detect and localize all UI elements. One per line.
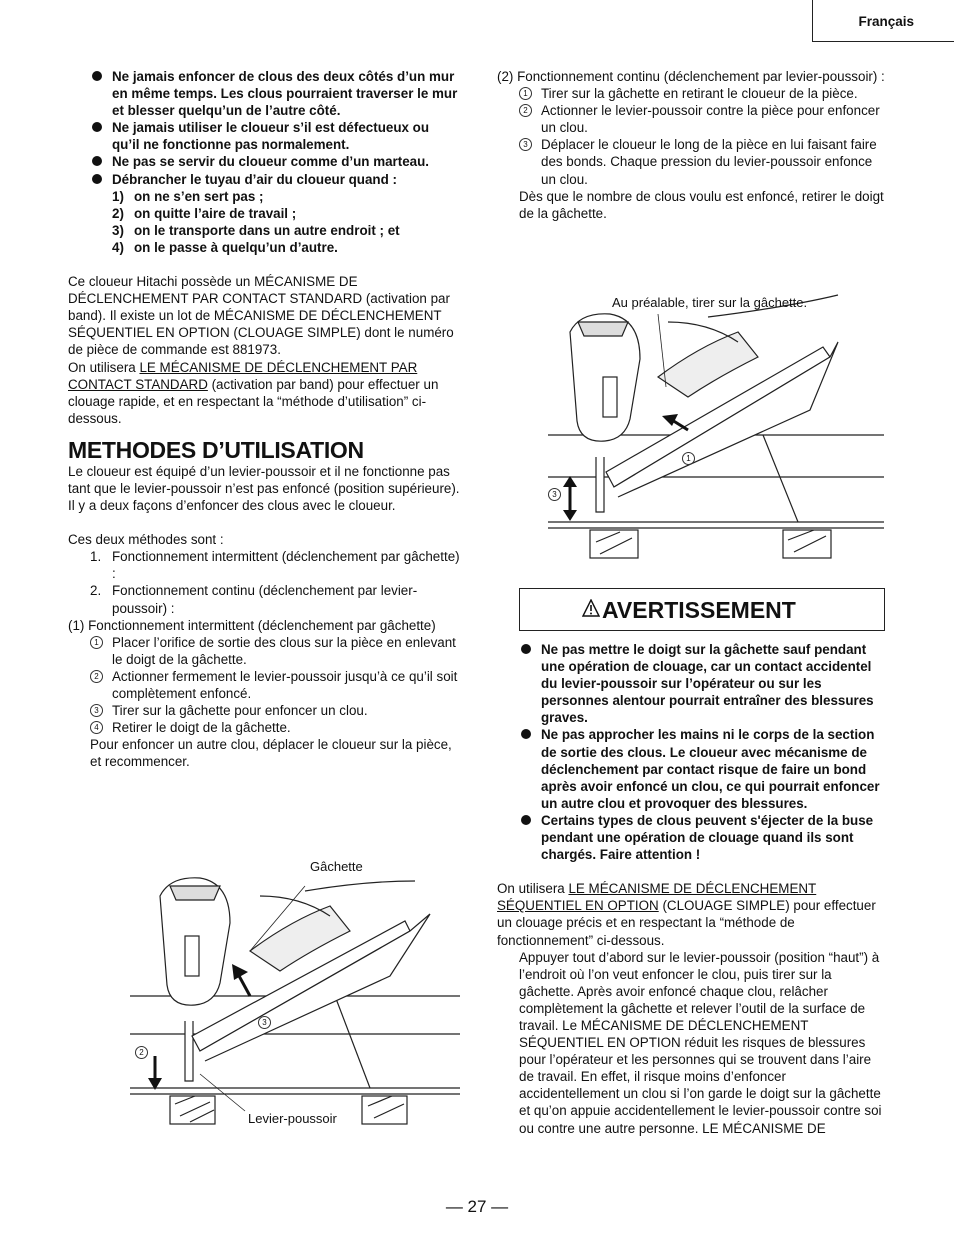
circled-number-icon: 2	[90, 670, 103, 683]
methods-paragraph: Il y a deux façons d’enfoncer des clous avec le cloueur.	[68, 498, 396, 514]
methods-list-item: 1. Fonctionnement intermittent (déclenchement par gâchette) :	[90, 549, 460, 582]
step-item: 1 Tirer sur la gâchette en retirant le cloueur de la pièce.	[519, 85, 889, 102]
circled-number-icon: 3	[519, 138, 532, 151]
page-number: — 27 —	[445, 1197, 509, 1216]
intermittent-note: Pour enfoncer un autre clou, déplacer le cloueur sur la pièce, et recommencer.	[90, 737, 452, 770]
nailer-figure-intermittent	[130, 856, 460, 1131]
section-heading: METHODES D’UTILISATION	[68, 436, 364, 463]
step-item: 3 Tirer sur la gâchette pour enfoncer un clou.	[90, 702, 460, 719]
continuous-note: Dès que le nombre de clous voulu est enfoncé, retirer le doigt de la gâchette.	[519, 188, 884, 221]
sublist-item: 2) on quitte l’aire de travail ;	[112, 205, 297, 221]
warning-title: AVERTISSEMENT	[602, 597, 796, 623]
step-item: 3 Déplacer le cloueur le long de la pièce en lui faisant faire des bonds. Chaque pression du levier-poussoir enfonce un clou.	[519, 136, 889, 187]
circled-number-icon: 4	[90, 721, 103, 734]
step-item: 2 Actionner fermement le levier-poussoir jusqu’à ce qu’il soit complètement enfoncé.	[90, 668, 460, 702]
sublist-item: 1) on ne s’en sert pas ;	[112, 188, 264, 204]
intro-paragraph: Ce cloueur Hitachi possède un MÉCANISME DE DÉCLENCHEMENT PAR CONTACT STANDARD (activation par band). Il existe un lot de MÉCANISME DE DÉCLENCHEMENT SÉQUENTIEL EN OPTION (CLOUAGE SIMPLE) dont le numéro de pièce de commande est 881973.	[68, 274, 454, 358]
left-column	[68, 68, 460, 770]
circled-number-icon: 2	[519, 104, 532, 117]
safety-bullet: Ne jamais enfoncer de clous des deux côtés d’un mur en même temps. Les clous pourraient traverser le mur et blesser quelqu’un de l’autre côté.	[68, 68, 460, 119]
continuous-title: (2) Fonctionnement continu (déclenchement par levier-poussoir) :	[497, 69, 885, 84]
pre-pull-trigger-label: Au préalable, tirer sur la gâchette.	[612, 295, 808, 310]
contact-arm-label: Levier-poussoir	[248, 1111, 337, 1126]
methods-paragraph: Le cloueur est équipé d’un levier-poussoir et il ne fonctionne pas tant que le levier-poussoir n’est pas enfoncé (position supérieure).	[68, 463, 460, 496]
right-column	[497, 68, 889, 222]
safety-bullet: Ne jamais utiliser le cloueur s’il est défectueux ou qu’il ne fonctionne pas normalement.	[68, 119, 460, 153]
marker-3: 3	[258, 1016, 271, 1029]
intro-paragraph-2: On utilisera LE MÉCANISME DE DÉCLENCHEMENT PAR CONTACT STANDARD (activation par band) pour effectuer un clouage rapide, et en respectant la “méthode d’utilisation” ci-dessous.	[68, 359, 439, 426]
intermittent-title: (1) Fonctionnement intermittent (déclenchement par gâchette)	[68, 617, 436, 633]
language-tab	[812, 0, 954, 42]
warning-box	[519, 588, 885, 631]
sublist-item: 4) on le passe à quelqu’un d’autre.	[112, 239, 338, 255]
nailer-illustration	[130, 856, 460, 1131]
sequential-paragraph: Appuyer tout d’abord sur le levier-poussoir (position “haut”) à l’endroit où l’on veut enfoncer le clou, puis tirer sur la gâchette. Après avoir enfoncé chaque clou, relâcher complètement la gâchette et relever l’outil de la surface de travail. Le MÉCANISME DE DÉCLENCHEMENT SÉQUENTIEL EN OPTION réduit les risques de blessures pour l’opérateur et les personnes qui se trouvent dans l’aire de travail. En effet, il risque moins d’enfoncer accidentellement un clou si l’on garde le doigt sur la gâchette et qu’on appuie accidentellement le levier-poussoir contre soi ou contre une autre personne. LE MÉCANISME DE	[519, 949, 882, 1136]
step-item: 1 Placer l’orifice de sortie des clous sur la pièce en enlevant le doigt de la gâchette.	[90, 634, 460, 668]
safety-bullet: Ne pas se servir du cloueur comme d’un marteau.	[68, 153, 460, 170]
marker-2: 2	[135, 1046, 148, 1059]
warning-bullet: Certains types de clous peuvent s'éjecter de la buse pendant une opération de clouage quand ils sont chargés. Faire attention !	[497, 812, 889, 863]
language-label: Français	[858, 14, 914, 29]
nailer-figure-continuous	[548, 292, 884, 562]
sequential-intro: On utilisera LE MÉCANISME DE DÉCLENCHEMENT SÉQUENTIEL EN OPTION (CLOUAGE SIMPLE) pour effectuer un clouage précis et en respectant la “méthode de fonctionnement” ci-dessous.	[497, 881, 876, 948]
step-item: 4 Retirer le doigt de la gâchette.	[90, 719, 460, 736]
step-item: 2 Actionner le levier-poussoir contre la pièce pour enfoncer un clou.	[519, 102, 889, 136]
warning-bullet: Ne pas approcher les mains ni le corps de la section de sortie des clous. Le cloueur avec mécanisme de déclenchement par contact risque de faire un bond après avoir enfoncé un clou, ce qui pourrait enfoncer un autre clou et provoquer des blessures.	[497, 726, 889, 811]
warning-triangle-icon	[582, 599, 600, 617]
safety-bullet: Débrancher le tuyau d’air du cloueur quand :	[68, 171, 460, 188]
circled-number-icon: 1	[519, 87, 532, 100]
sublist-item: 3) on le transporte dans un autre endroit ; et	[112, 222, 400, 238]
right-column-lower	[497, 641, 889, 1137]
trigger-label: Gâchette	[310, 859, 363, 874]
circled-number-icon: 1	[90, 636, 103, 649]
marker-1: 1	[682, 452, 695, 465]
marker-3: 3	[548, 488, 561, 501]
methods-paragraph: Ces deux méthodes sont :	[68, 532, 224, 548]
circled-number-icon: 3	[90, 704, 103, 717]
warning-bullet: Ne pas mettre le doigt sur la gâchette sauf pendant une opération de clouage, car un contact accidentel du levier-poussoir sur l’opérateur ou sur les personnes alentour pourrait entraîner des blessures graves.	[497, 641, 889, 726]
methods-list-item: 2. Fonctionnement continu (déclenchement par levier-poussoir) :	[90, 583, 418, 616]
nailer-illustration	[548, 292, 884, 562]
